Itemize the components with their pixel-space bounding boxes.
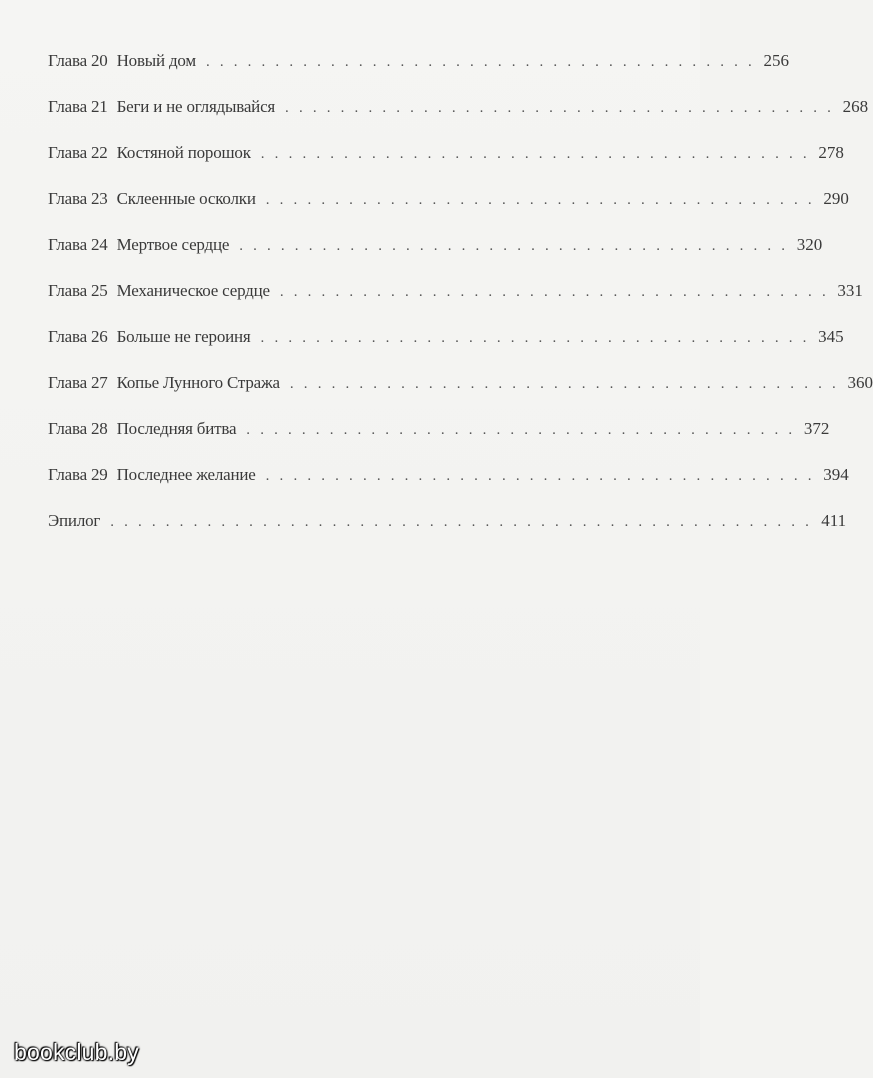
- dot-leader: . . . . . . . . . . . . . . . . . . . . . . . . . . . . . . . . . . . . . . . .: [289, 376, 839, 392]
- chapter-title: Склеенные осколки: [116, 189, 256, 208]
- page-number: 278: [818, 143, 844, 162]
- dot-leader: . . . . . . . . . . . . . . . . . . . . . . . . . . . . . . . . . . . . . . . .: [246, 422, 796, 438]
- chapter-label: Глава 29: [48, 465, 108, 484]
- chapter-title: Костяной порошок: [116, 143, 251, 162]
- dot-leader: . . . . . . . . . . . . . . . . . . . . . . . . . . . . . . . . . . . . . . . .: [239, 238, 789, 254]
- dot-leader: . . . . . . . . . . . . . . . . . . . . . . . . . . . . . . . . . . . . . . . .: [260, 330, 810, 346]
- toc-entry-chapter-24: [48, 234, 823, 280]
- toc-entry-chapter-29: [48, 464, 849, 510]
- toc-entry-chapter-22: [48, 142, 844, 188]
- toc-entry-chapter-21: [48, 96, 869, 142]
- chapter-title: Эпилог: [48, 511, 101, 530]
- chapter-title: Механическое сердце: [116, 281, 270, 300]
- chapter-title: Новый дом: [116, 51, 196, 70]
- dot-leader: . . . . . . . . . . . . . . . . . . . . . . . . . . . . . . . . . . . . . . . .: [285, 100, 835, 116]
- table-of-contents: [48, 50, 873, 556]
- chapter-title: Последняя битва: [116, 419, 237, 438]
- dot-leader: . . . . . . . . . . . . . . . . . . . . . . . . . . . . . . . . . . . . . . . .: [205, 54, 755, 70]
- chapter-title: Мертвое сердце: [116, 235, 230, 254]
- toc-entry-chapter-28: [48, 418, 830, 464]
- page-number: 372: [803, 419, 830, 438]
- chapter-label: Глава 25: [48, 281, 108, 300]
- dot-leader: . . . . . . . . . . . . . . . . . . . . . . . . . . . . . . . . . . . . . . . . . . . . . . . . . . .: [110, 514, 813, 530]
- page-number: 360: [847, 373, 873, 392]
- page-number: 290: [823, 189, 849, 208]
- page-number: 331: [837, 281, 863, 300]
- chapter-label: Глава 20: [48, 51, 108, 70]
- chapter-title: Копье Лунного Стража: [116, 373, 280, 392]
- chapter-label: Глава 22: [48, 143, 108, 162]
- page-number: 411: [821, 511, 847, 530]
- chapter-label: Глава 24: [48, 235, 108, 254]
- chapter-label: Глава 23: [48, 189, 108, 208]
- page-number: 320: [796, 235, 823, 254]
- toc-entry-chapter-20: [48, 50, 789, 96]
- toc-entry-chapter-27: [48, 372, 873, 418]
- dot-leader: . . . . . . . . . . . . . . . . . . . . . . . . . . . . . . . . . . . . . . . .: [260, 146, 810, 162]
- chapter-label: Глава 21: [48, 97, 108, 116]
- chapter-label: Глава 27: [48, 373, 108, 392]
- dot-leader: . . . . . . . . . . . . . . . . . . . . . . . . . . . . . . . . . . . . . . . .: [265, 192, 815, 208]
- page-number: 345: [818, 327, 844, 346]
- toc-entry-chapter-26: [48, 326, 844, 372]
- page-number: 268: [842, 97, 869, 116]
- chapter-label: Глава 28: [48, 419, 108, 438]
- dot-leader: . . . . . . . . . . . . . . . . . . . . . . . . . . . . . . . . . . . . . . . .: [265, 468, 815, 484]
- dot-leader: . . . . . . . . . . . . . . . . . . . . . . . . . . . . . . . . . . . . . . . .: [279, 284, 829, 300]
- page-number: 256: [763, 51, 789, 70]
- page-number: 394: [823, 465, 849, 484]
- chapter-title: Последнее желание: [116, 465, 256, 484]
- chapter-label: Глава 26: [48, 327, 108, 346]
- site-watermark: bookclub.by: [14, 1039, 139, 1065]
- chapter-title: Больше не героиня: [116, 327, 251, 346]
- chapter-title: Беги и не оглядывайся: [116, 97, 276, 116]
- toc-entry-chapter-25: [48, 280, 863, 326]
- toc-entry-chapter-23: [48, 188, 849, 234]
- toc-entry-epilogue: [48, 510, 847, 556]
